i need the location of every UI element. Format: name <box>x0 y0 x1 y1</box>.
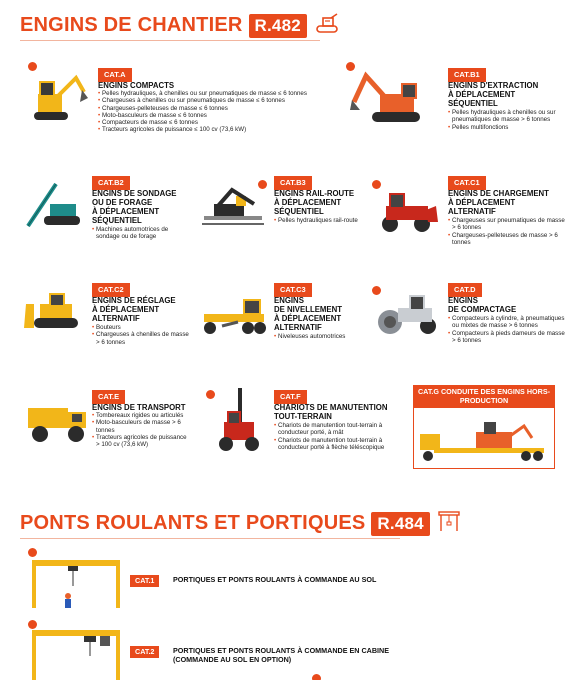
section-title-engins <box>20 12 341 39</box>
list-item: • Tracteurs agricoles de puissance ≤ 100 cv (73,6 kW) <box>98 126 338 133</box>
category-heading: ENGINS DE RÉGLAGE À DÉPLACEMENT ALTERNATIF <box>92 296 176 323</box>
gantry-crane-line-icon <box>438 510 460 537</box>
list-item: • Moto-basculeurs de masse ≤ 6 tonnes <box>98 112 338 119</box>
category-heading: ENGINS DE NIVELLEMENT À DÉPLACEMENT ALTERNATIF <box>274 296 343 332</box>
category-list <box>274 422 406 451</box>
section-title-ponts <box>20 510 460 537</box>
category-heading: ENGINS DE TRANSPORT <box>92 403 186 412</box>
list-item: • Tombereaux rigides ou articulés <box>92 412 190 419</box>
section-code-badge: R.482 <box>249 14 307 38</box>
loader-image <box>372 188 442 239</box>
gantry-crane-ground-image <box>28 556 124 617</box>
category-list <box>274 333 384 340</box>
transport-truck-image <box>413 407 555 469</box>
drilling-rig-image <box>20 180 88 237</box>
category-badge: CAT.A <box>98 68 132 82</box>
category-badge: CAT.D <box>448 283 482 297</box>
category-badge: CAT.C2 <box>92 283 130 297</box>
category-badge: CAT.B2 <box>92 176 130 190</box>
list-item: • Bouteurs <box>92 324 192 331</box>
category-list <box>92 324 192 346</box>
bulldozer-image <box>24 290 86 335</box>
list-item: • Machines automotrices de sondage ou de forage <box>92 226 182 241</box>
category-dot <box>312 674 321 680</box>
rail-road-excavator-image <box>200 186 266 235</box>
category-heading: ENGINS D'EXTRACTION À DÉPLACEMENT SÉQUENTIEL <box>448 81 539 108</box>
category-heading: ENGINS DE SONDAGE OU DE FORAGE À DÉPLACEMENT SÉQUENTIEL <box>92 189 177 225</box>
category-list <box>448 109 568 131</box>
list-item: • Chariots de manutention tout-terrain à conducteur porté à flèche téléscopique <box>274 437 406 452</box>
list-item: • Compacteurs à cylindre, à pneumatiques ou mixtes de masse > 6 tonnes <box>448 315 570 330</box>
list-item: • Chariots de manutention tout-terrain à conducteur porté, à mât <box>274 422 406 437</box>
category-badge: CAT.E <box>92 390 125 404</box>
section-title-text: PONTS ROULANTS ET PORTIQUES <box>20 512 366 534</box>
category-heading: ENGINS RAIL-ROUTE À DÉPLACEMENT SÉQUENTIEL <box>274 189 355 216</box>
category-list <box>92 412 190 448</box>
excavator-line-icon <box>315 12 341 39</box>
cat-g-label: CAT.G CONDUITE DES ENGINS HORS-PRODUCTION <box>413 385 555 407</box>
list-item: • Chargeuses-pelleteuses de masse > 6 tonnes <box>448 232 568 247</box>
title-rule <box>20 40 320 41</box>
list-item: • Chargeuses sur pneumatiques de masse > 6 tonnes <box>448 217 568 232</box>
ponts-description: PORTIQUES ET PONTS ROULANTS À COMMANDE EN CABINE (COMMANDE AU SOL EN OPTION) <box>173 646 390 664</box>
telehandler-image <box>210 384 262 461</box>
list-item: • Pelles hydrauliques, à chenilles ou sur pneumatiques de masse ≤ 6 tonnes <box>98 90 338 97</box>
compactor-image <box>376 292 442 341</box>
category-heading: ENGINS DE CHARGEMENT À DÉPLACEMENT ALTERNATIF <box>448 189 549 216</box>
category-list <box>448 315 570 344</box>
list-item: • Compacteurs de masse ≤ 6 tonnes <box>98 119 338 126</box>
category-badge: CAT.C1 <box>448 176 486 190</box>
list-item: • Niveleuses automotrices <box>274 333 384 340</box>
gantry-crane-cabin-image <box>28 626 124 680</box>
category-badge: CAT.1 <box>130 575 159 587</box>
category-badge: CAT.B1 <box>448 68 486 82</box>
category-heading: ENGINS DE COMPACTAGE <box>448 296 517 314</box>
cat-g-panel <box>413 385 555 469</box>
category-list <box>92 226 182 241</box>
title-rule <box>20 538 400 539</box>
category-list <box>448 217 568 246</box>
ponts-description: PORTIQUES ET PONTS ROULANTS À COMMANDE AU SOL <box>173 575 377 584</box>
list-item: • Chargeuses-pelleteuses de masse ≤ 6 tonnes <box>98 105 338 112</box>
list-item: • Pelles multifonctions <box>448 124 568 131</box>
category-list <box>98 90 338 134</box>
category-badge: CAT.C3 <box>274 283 312 297</box>
category-list <box>274 217 384 224</box>
dump-truck-image <box>24 398 92 449</box>
category-badge: CAT.2 <box>130 646 159 658</box>
list-item: • Compacteurs à pieds dameurs de masse > 6 tonnes <box>448 330 570 345</box>
category-dot <box>258 180 267 189</box>
category-heading: ENGINS COMPACTS <box>98 81 175 90</box>
mini-excavator-image <box>28 68 90 129</box>
list-item: • Pelles hydrauliques à chenilles ou sur pneumatiques de masse > 6 tonnes <box>448 109 568 124</box>
list-item: • Tracteurs agricoles de puissance > 100 cv (73,6 kW) <box>92 434 190 449</box>
section-code-badge: R.484 <box>371 512 429 536</box>
list-item: • Chargeuses à chenilles de masse > 6 tonnes <box>92 331 192 346</box>
category-badge: CAT.B3 <box>274 176 312 190</box>
excavator-image <box>350 66 440 131</box>
section-title-text: ENGINS DE CHANTIER <box>20 14 243 36</box>
category-badge: CAT.F <box>274 390 307 404</box>
list-item: • Moto-basculeurs de masse > 6 tonnes <box>92 419 190 434</box>
list-item: • Chargeuses à chenilles ou sur pneumatiques de masse ≤ 6 tonnes <box>98 97 338 104</box>
list-item: • Pelles hydrauliques rail-route <box>274 217 384 224</box>
category-heading: CHARIOTS DE MANUTENTION TOUT-TERRAIN <box>274 403 388 421</box>
grader-image <box>198 292 268 341</box>
